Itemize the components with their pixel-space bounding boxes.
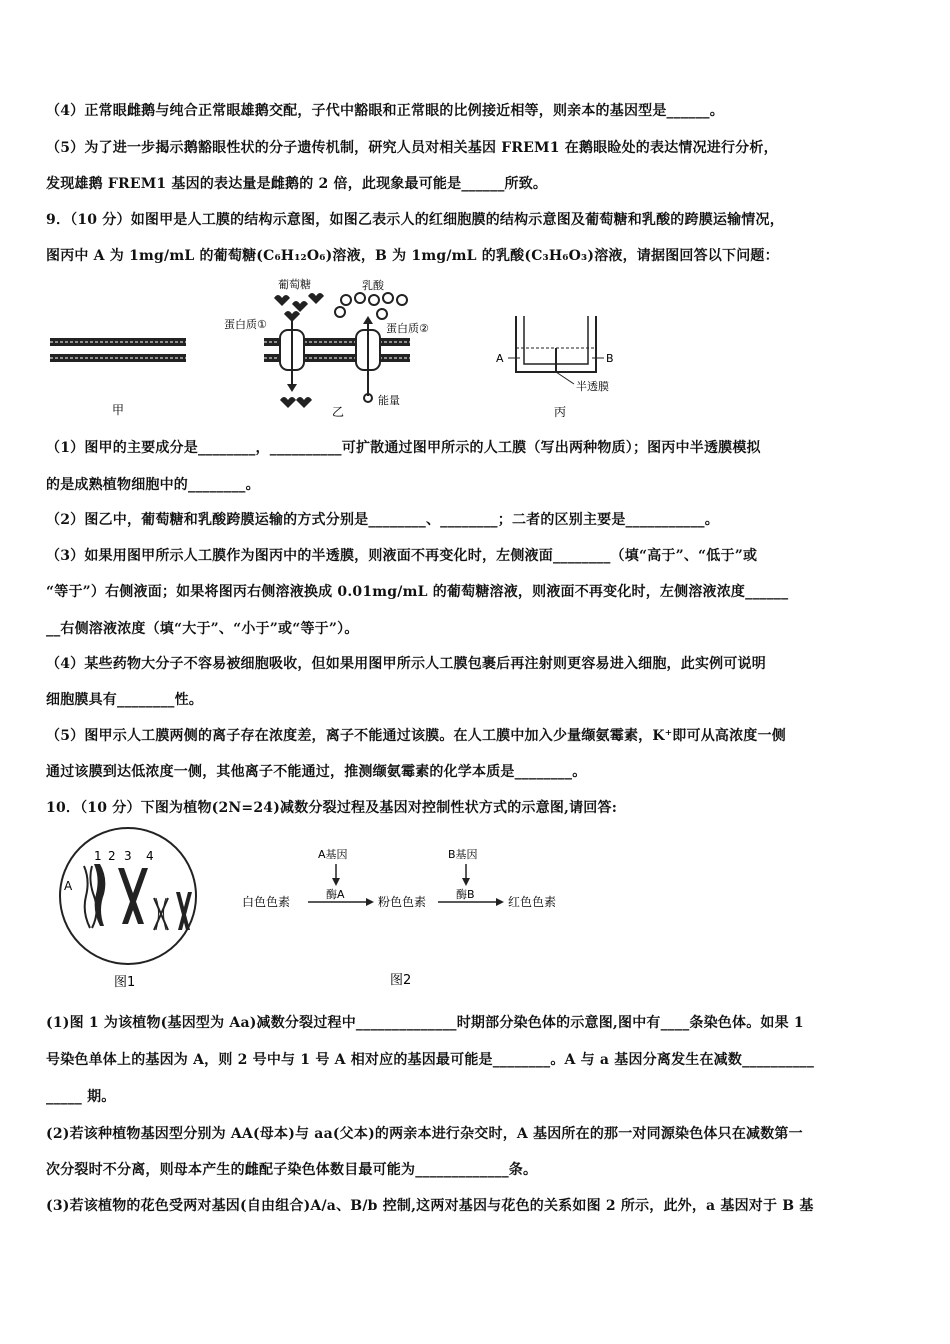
fig1-caption: 图1	[114, 975, 136, 990]
white-pigment-label: 白色色素	[242, 895, 291, 909]
pink-pigment-label: 粉色色素	[378, 895, 427, 909]
label-energy: 能量	[378, 394, 400, 407]
q10-part3-line1: (3)若该植物的花色受两对基因(自由组合)A/a、B/b 控制,这两对基因与花色的关系如图 2 所示，此外，a 基因对于 B 基	[46, 1198, 814, 1214]
u-tube-diagram	[508, 316, 604, 384]
label-protein2: 蛋白质②	[386, 322, 429, 335]
red-cell-membrane-diagram	[264, 293, 410, 408]
q9-figure	[46, 276, 646, 424]
q9-part4-line2: 细胞膜具有________性。	[46, 692, 203, 708]
label-protein1: 蛋白质①	[224, 318, 267, 331]
artificial-membrane-diagram	[50, 338, 186, 362]
gene-a-marker: A	[64, 879, 73, 893]
q9-part3-line2: “等于”）右侧液面；如果将图丙右侧溶液换成 0.01mg/mL 的葡萄糖溶液，则液面不再变化时，左侧溶液浓度______	[46, 584, 789, 600]
q9-part1-line1: （1）图甲的主要成分是________，__________可扩散通过图甲所示的人工膜（写出两种物质）；图丙中半透膜模拟	[46, 440, 761, 456]
label-side-a: A	[496, 352, 504, 365]
label-lactic: 乳酸	[362, 279, 384, 292]
q10-part1-line3: _____ 期。	[46, 1089, 116, 1105]
q9-intro-line2: 图丙中 A 为 1mg/mL 的葡萄糖(C₆H₁₂O₆)溶液，B 为 1mg/mL 的乳酸(C₃H₆O₃)溶液，请据图回答以下问题：	[46, 248, 779, 264]
q9-part3-line1: （3）如果用图甲所示人工膜作为图丙中的半透膜，则液面不再变化时，左侧液面________（填“高于”、“低于”或	[46, 548, 758, 564]
red-pigment-label: 红色色素	[508, 895, 557, 909]
fig2-caption: 图2	[390, 973, 412, 988]
q10-part1-line1: (1)图 1 为该植物(基因型为 Aa)减数分裂过程中______________时期部分染色体的示意图,图中有____条染色体。如果 1	[46, 1015, 804, 1031]
q10-part2-line2: 次分裂时不分离，则母本产生的雌配子染色体数目最可能为_____________条。	[46, 1162, 538, 1178]
q9-part2: （2）图乙中，葡萄糖和乳酸跨膜运输的方式分别是________、________；二者的区别主要是___________。	[46, 512, 719, 528]
q9-part5-line1: （5）图甲示人工膜两侧的离子存在浓度差，离子不能通过该膜。在人工膜中加入少量缬氨霉素，K⁺即可从高浓度一侧	[46, 728, 786, 744]
q10-figure	[46, 826, 586, 996]
q10-intro: 10．（10 分）下图为植物(2N=24)减数分裂过程及基因对控制性状方式的示意图,请回答:	[46, 800, 618, 816]
enzyme-a-label: 酶A	[326, 888, 345, 901]
chromosome-num-4: 4	[146, 849, 154, 863]
q8-part5-line2: 发现雄鹅 FREM1 基因的表达量是雌鹅的 2 倍，此现象最可能是______所致。	[46, 176, 548, 192]
q9-intro-line1: 9．（10 分）如图甲是人工膜的结构示意图，如图乙表示人的红细胞膜的结构示意图及葡萄糖和乳酸的跨膜运输情况，	[46, 212, 784, 228]
q8-part4: （4）正常眼雌鹅与纯合正常眼雄鹅交配，子代中豁眼和正常眼的比例接近相等，则亲本的基因型是______。	[46, 103, 724, 119]
q9-part5-line2: 通过该膜到达低浓度一侧，其他离子不能通过，推测缬氨霉素的化学本质是________。	[46, 764, 587, 780]
label-membrane: 半透膜	[576, 380, 609, 393]
chromosome-num-3: 3	[124, 849, 132, 863]
label-yi: 乙	[332, 405, 345, 419]
label-bing: 丙	[554, 405, 567, 419]
label-jia: 甲	[112, 403, 125, 417]
enzyme-b-label: 酶B	[456, 888, 475, 901]
q9-part4-line1: （4）某些药物大分子不容易被细胞吸收，但如果用图甲所示人工膜包裹后再注射则更容易进入细胞，此实例可说明	[46, 656, 766, 672]
chromosome-num-2: 2	[108, 849, 116, 863]
q10-part2-line1: (2)若该种植物基因型分别为 AA(母本)与 aa(父本)的两亲本进行杂交时，A 基因所在的那一对同源染色体只在减数第一	[46, 1126, 803, 1142]
gene-a-label: A基因	[318, 848, 348, 861]
q8-part5-line1: （5）为了进一步揭示鹅豁眼性状的分子遗传机制，研究人员对相关基因 FREM1 在鹅眼睑处的表达情况进行分析，	[46, 140, 778, 156]
q9-part1-line2: 的是成熟植物细胞中的________。	[46, 477, 260, 493]
q9-part3-line3: __右侧溶液浓度（填“大于”、“小于”或“等于”）。	[46, 621, 359, 637]
gene-b-label: B基因	[448, 848, 478, 861]
chromosome-num-1: 1	[94, 849, 102, 863]
label-glucose: 葡萄糖	[278, 278, 311, 291]
q10-part1-line2: 号染色单体上的基因为 A，则 2 号中与 1 号 A 相对应的基因最可能是________。A 与 a 基因分离发生在减数__________	[46, 1052, 815, 1068]
label-side-b: B	[606, 352, 614, 365]
